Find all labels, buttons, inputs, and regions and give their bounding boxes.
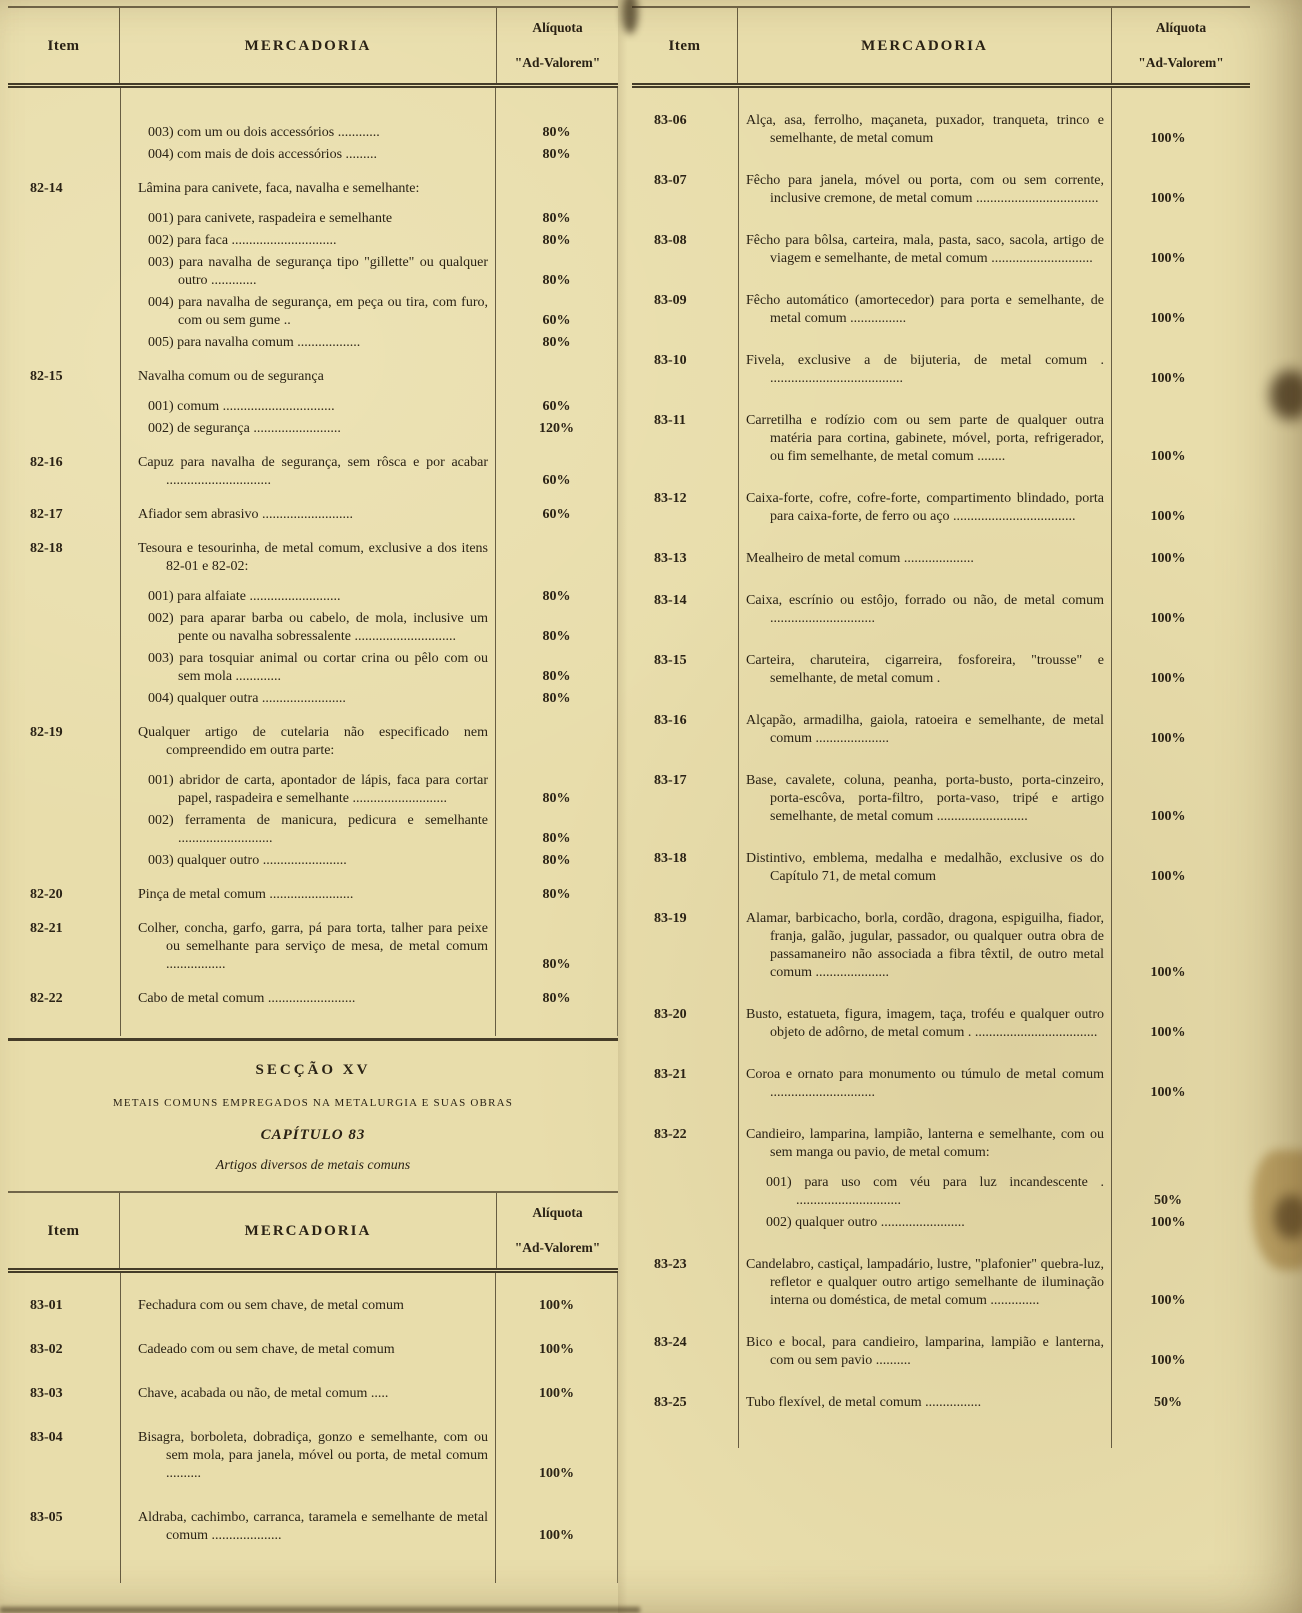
table-row xyxy=(632,352,1250,388)
advalorem-rate: 100% xyxy=(1150,449,1186,464)
merchandise-description: Bisagra, borboleta, dobradiça, gonzo e semelhante, com ou sem mola, para janela, móvel ou porta, de metal comum .......... xyxy=(138,1430,488,1481)
merchandise-description: Carteira, charuteira, cigarreira, fosforeira, "trousse" e semelhante, de metal comum . xyxy=(746,653,1104,686)
vertical-rule xyxy=(120,88,121,1036)
tariff-table-chapter-82 xyxy=(8,88,618,1036)
advalorem-rate: 60% xyxy=(542,399,571,414)
item-number: 82-16 xyxy=(30,455,63,470)
row-content xyxy=(738,850,1250,886)
subitem-text: 001) para alfaiate .......................... xyxy=(148,589,341,604)
item-number: 82-21 xyxy=(30,921,63,936)
row-main xyxy=(738,232,1250,268)
row-content xyxy=(738,592,1250,628)
row-content xyxy=(120,1341,617,1359)
table-row xyxy=(8,920,617,974)
item-number: 83-05 xyxy=(30,1510,63,1525)
advalorem-rate: 100% xyxy=(1150,611,1186,626)
right-page-column xyxy=(632,6,1250,1448)
advalorem-rate: 80% xyxy=(542,853,571,868)
table-row xyxy=(8,1297,617,1315)
column-header-mercadoria: MERCADORIA xyxy=(738,8,1112,83)
merchandise-description: Cabo de metal comum ......................... xyxy=(138,991,356,1006)
row-main xyxy=(738,910,1250,982)
merchandise-description: Coroa e ornato para monumento ou túmulo de metal comum .............................. xyxy=(746,1067,1104,1100)
row-main xyxy=(738,412,1250,466)
item-number: 83-06 xyxy=(654,113,687,128)
subitem-text: 002) para faca .............................. xyxy=(148,233,337,248)
table-header xyxy=(632,6,1250,88)
paper-stain xyxy=(1252,1150,1302,1270)
column-header-aliquota xyxy=(497,8,618,83)
advalorem-rate: 80% xyxy=(542,335,571,350)
row-main xyxy=(738,1006,1250,1042)
item-number: 82-15 xyxy=(30,369,63,384)
advalorem-rate: 80% xyxy=(542,691,571,706)
advalorem-label: "Ad-Valorem" xyxy=(514,1240,601,1255)
table-row xyxy=(8,1509,617,1545)
advalorem-rate: 100% xyxy=(1150,371,1186,386)
advalorem-rate: 100% xyxy=(539,1528,574,1543)
advalorem-rate: 80% xyxy=(542,125,571,140)
row-content xyxy=(120,368,617,438)
vertical-rule xyxy=(738,88,739,1448)
item-number: 83-12 xyxy=(654,491,687,506)
column-header-item: Item xyxy=(632,8,738,83)
row-subitem xyxy=(120,588,617,606)
table-row xyxy=(632,712,1250,748)
advalorem-rate: 80% xyxy=(542,669,571,684)
row-content xyxy=(120,1385,617,1403)
subitem-text: 002) ferramenta de manicura, pedicura e semelhante ........................... xyxy=(148,813,488,846)
advalorem-rate: 80% xyxy=(542,233,571,248)
table-row xyxy=(632,592,1250,628)
advalorem-rate: 60% xyxy=(542,313,571,328)
merchandise-description: Navalha comum ou de segurança xyxy=(138,369,324,384)
table-row xyxy=(632,772,1250,826)
row-subitem xyxy=(738,1174,1250,1210)
table-row xyxy=(632,1126,1250,1232)
advalorem-rate: 100% xyxy=(1150,509,1186,524)
table-row xyxy=(632,652,1250,688)
merchandise-description: Fêcho para janela, móvel ou porta, com ou sem corrente, inclusive cremone, de metal comum ................................... xyxy=(746,173,1104,206)
advalorem-rate: 100% xyxy=(1150,671,1186,686)
table-row xyxy=(632,1334,1250,1370)
item-number: 83-14 xyxy=(654,593,687,608)
row-main xyxy=(738,712,1250,748)
row-main xyxy=(738,1256,1250,1310)
merchandise-description: Candelabro, castiçal, lampadário, lustre, "plafonier" quebra-luz, refletor e qualquer outro artigo semelhante de iluminação interna ou doméstica, de metal comum .............. xyxy=(746,1257,1104,1308)
row-main xyxy=(120,180,617,198)
row-content xyxy=(738,1006,1250,1042)
advalorem-rate: 80% xyxy=(542,589,571,604)
merchandise-description: Lâmina para canivete, faca, navalha e semelhante: xyxy=(138,181,420,196)
row-main xyxy=(738,112,1250,148)
row-subitem xyxy=(120,124,617,142)
item-number: 83-08 xyxy=(654,233,687,248)
merchandise-description: Qualquer artigo de cutelaria não especificado nem compreendido em outra parte: xyxy=(138,725,488,758)
advalorem-rate: 100% xyxy=(1150,869,1186,884)
table-row xyxy=(8,540,617,708)
row-content xyxy=(120,724,617,870)
row-subitem xyxy=(738,1214,1250,1232)
advalorem-rate: 80% xyxy=(542,273,571,288)
section-heading xyxy=(8,1041,618,1191)
column-header-aliquota xyxy=(497,1193,618,1268)
row-content xyxy=(738,1394,1250,1412)
advalorem-rate: 100% xyxy=(1150,1353,1186,1368)
merchandise-description: Fêcho para bôlsa, carteira, mala, pasta, saco, sacola, artigo de viagem e semelhante, de metal comum ............................. xyxy=(746,233,1104,266)
advalorem-rate: 80% xyxy=(542,629,571,644)
item-number: 82-22 xyxy=(30,991,63,1006)
chapter-title: CAPÍTULO 83 xyxy=(260,1127,366,1143)
item-number: 83-20 xyxy=(654,1007,687,1022)
advalorem-rate: 100% xyxy=(1150,251,1186,266)
subitem-text: 002) para aparar barba ou cabelo, de mola, inclusive um pente ou navalha sobressalente ............................. xyxy=(148,611,488,644)
aliquota-label: Alíquota xyxy=(1155,20,1207,35)
row-main xyxy=(738,772,1250,826)
table-header xyxy=(8,1191,618,1273)
row-content xyxy=(738,490,1250,526)
table-row xyxy=(632,172,1250,208)
subitem-text: 002) de segurança ......................... xyxy=(148,421,341,436)
row-content xyxy=(738,172,1250,208)
column-header-aliquota xyxy=(1112,8,1250,83)
row-main xyxy=(120,886,617,904)
row-main xyxy=(738,1394,1250,1412)
merchandise-description: Candieiro, lamparina, lampião, lanterna e semelhante, com ou sem manga ou pavio, de metal comum: xyxy=(746,1127,1104,1160)
row-content xyxy=(738,652,1250,688)
row-content xyxy=(120,1297,617,1315)
advalorem-rate: 80% xyxy=(542,791,571,806)
row-main xyxy=(738,352,1250,388)
item-number: 83-10 xyxy=(654,353,687,368)
row-main xyxy=(738,1066,1250,1102)
section-subtitle: METAIS COMUNS EMPREGADOS NA METALURGIA E SUAS OBRAS xyxy=(112,1097,514,1109)
section-title: SECÇÃO XV xyxy=(255,1062,371,1078)
subitem-text: 001) abridor de carta, apontador de lápis, faca para cortar papel, raspadeira e semelhante ........................... xyxy=(148,773,488,806)
row-main xyxy=(738,292,1250,328)
item-number: 82-17 xyxy=(30,507,63,522)
row-main xyxy=(120,990,617,1008)
advalorem-rate: 50% xyxy=(1154,1193,1182,1208)
merchandise-description: Busto, estatueta, figura, imagem, taça, troféu e qualquer outro objeto de adôrno, de metal comum . ................................... xyxy=(746,1007,1104,1040)
row-content xyxy=(120,180,617,352)
row-main xyxy=(120,920,617,974)
column-header-item: Item xyxy=(8,1193,120,1268)
row-main xyxy=(738,1334,1250,1370)
merchandise-description: Tubo flexível, de metal comum ................ xyxy=(746,1395,982,1410)
row-main xyxy=(738,172,1250,208)
table-row xyxy=(632,112,1250,148)
table-row xyxy=(8,180,617,352)
merchandise-description: Carretilha e rodízio com ou sem parte de qualquer outra matéria para cortina, gabinete, móvel, porta, refrigerador, ou fim semelhante, de metal comum ........ xyxy=(746,413,1104,464)
table-row xyxy=(632,1006,1250,1042)
advalorem-rate: 100% xyxy=(539,1386,574,1401)
merchandise-description: Fivela, exclusive a de bijuteria, de metal comum . ...................................... xyxy=(746,353,1104,386)
row-content xyxy=(738,550,1250,568)
item-number: 83-07 xyxy=(654,173,687,188)
table-row xyxy=(8,1429,617,1483)
aliquota-label: Alíquota xyxy=(532,1205,583,1220)
merchandise-description: Fêcho automático (amortecedor) para porta e semelhante, de metal comum ................ xyxy=(746,293,1104,326)
row-content xyxy=(120,112,617,164)
table-row xyxy=(8,454,617,490)
row-subitem xyxy=(120,294,617,330)
row-content xyxy=(738,412,1250,466)
subitem-text: 001) para canivete, raspadeira e semelhante xyxy=(148,211,393,226)
row-main xyxy=(738,592,1250,628)
row-content xyxy=(120,506,617,524)
item-number: 83-16 xyxy=(654,713,687,728)
row-subitem xyxy=(120,690,617,708)
row-content xyxy=(738,712,1250,748)
advalorem-rate: 100% xyxy=(1150,731,1186,746)
row-content xyxy=(120,990,617,1008)
subitem-text: 004) qualquer outra ........................ xyxy=(148,691,346,706)
merchandise-description: Colher, concha, garfo, garra, pá para torta, talher para peixe ou semelhante para serviço de mesa, de metal comum ................. xyxy=(138,921,488,972)
row-content xyxy=(738,112,1250,148)
subitem-text: 002) qualquer outro ........................ xyxy=(766,1215,965,1230)
row-content xyxy=(120,540,617,708)
row-content xyxy=(120,454,617,490)
row-main xyxy=(120,454,617,490)
row-subitem xyxy=(120,852,617,870)
table-row xyxy=(8,112,617,164)
merchandise-description: Cadeado com ou sem chave, de metal comum xyxy=(138,1342,395,1357)
advalorem-rate: 100% xyxy=(539,1466,574,1481)
table-row xyxy=(632,550,1250,568)
row-main xyxy=(120,368,617,386)
advalorem-rate: 80% xyxy=(542,831,571,846)
row-subitem xyxy=(120,232,617,250)
advalorem-rate: 100% xyxy=(1150,1025,1186,1040)
item-number: 83-09 xyxy=(654,293,687,308)
item-number: 83-01 xyxy=(30,1298,63,1313)
row-subitem xyxy=(120,334,617,352)
item-number: 82-14 xyxy=(30,181,63,196)
row-subitem xyxy=(120,146,617,164)
item-number: 83-15 xyxy=(654,653,687,668)
advalorem-rate: 120% xyxy=(539,421,574,436)
table-row xyxy=(632,1394,1250,1412)
row-main xyxy=(738,850,1250,886)
row-content xyxy=(738,1126,1250,1232)
subitem-text: 005) para navalha comum .................. xyxy=(148,335,361,350)
item-number: 83-23 xyxy=(654,1257,687,1272)
item-number: 83-21 xyxy=(654,1067,687,1082)
row-content xyxy=(120,920,617,974)
table-row xyxy=(632,292,1250,328)
row-subitem xyxy=(120,610,617,646)
subitem-text: 004) com mais de dois accessórios ......... xyxy=(148,147,378,162)
row-subitem xyxy=(120,210,617,228)
subitem-text: 003) com um ou dois accessórios ............ xyxy=(148,125,380,140)
row-subitem xyxy=(120,812,617,848)
column-header-mercadoria: MERCADORIA xyxy=(120,8,497,83)
item-number: 82-19 xyxy=(30,725,63,740)
table-header xyxy=(8,6,618,88)
row-main xyxy=(120,1429,617,1483)
advalorem-rate: 100% xyxy=(1150,1215,1186,1230)
item-number: 83-19 xyxy=(654,911,687,926)
table-row xyxy=(8,990,617,1008)
row-content xyxy=(738,910,1250,982)
merchandise-description: Tesoura e tesourinha, de metal comum, exclusive a dos itens 82-01 e 82-02: xyxy=(138,541,488,574)
item-number: 83-13 xyxy=(654,551,687,566)
table-row xyxy=(632,490,1250,526)
merchandise-description: Chave, acabada ou não, de metal comum ..... xyxy=(138,1386,389,1401)
advalorem-rate: 60% xyxy=(542,473,571,488)
row-main xyxy=(120,1341,617,1359)
row-content xyxy=(738,772,1250,826)
item-number: 83-11 xyxy=(654,413,686,428)
row-subitem xyxy=(120,420,617,438)
table-row xyxy=(8,886,617,904)
row-content xyxy=(120,886,617,904)
row-content xyxy=(738,1066,1250,1102)
merchandise-description: Alça, asa, ferrolho, maçaneta, puxador, tranqueta, trinco e semelhante, de metal comum xyxy=(746,113,1104,146)
advalorem-rate: 60% xyxy=(542,507,571,522)
row-content xyxy=(738,352,1250,388)
advalorem-rate: 80% xyxy=(542,147,571,162)
row-content xyxy=(738,292,1250,328)
table-row xyxy=(8,1341,617,1359)
tariff-table-chapter-83-start xyxy=(8,1273,618,1583)
vertical-rule xyxy=(495,1273,496,1583)
merchandise-description: Alçapão, armadilha, gaiola, ratoeira e semelhante, de metal comum ..................... xyxy=(746,713,1104,746)
table-row xyxy=(8,1385,617,1403)
left-page-column xyxy=(8,6,618,1583)
row-subitem xyxy=(120,772,617,808)
vertical-rule xyxy=(495,88,496,1036)
advalorem-rate: 50% xyxy=(1154,1395,1182,1410)
merchandise-description: Distintivo, emblema, medalha e medalhão, exclusive os do Capítulo 71, de metal comum xyxy=(746,851,1104,884)
subitem-text: 001) para uso com véu para luz incandescente . .............................. xyxy=(766,1175,1104,1208)
row-main xyxy=(738,490,1250,526)
advalorem-rate: 80% xyxy=(542,887,571,902)
table-row xyxy=(632,412,1250,466)
row-subitem xyxy=(120,254,617,290)
scan-edge-shadow xyxy=(0,1607,640,1613)
item-number: 82-20 xyxy=(30,887,63,902)
advalorem-rate: 80% xyxy=(542,957,571,972)
ink-stain xyxy=(1274,1195,1302,1239)
item-number: 83-25 xyxy=(654,1395,687,1410)
advalorem-rate: 100% xyxy=(1150,311,1186,326)
table-row xyxy=(632,910,1250,982)
table-row xyxy=(632,1256,1250,1310)
subitem-text: 003) para navalha de segurança tipo "gillette" ou qualquer outro ............. xyxy=(148,255,488,288)
advalorem-rate: 100% xyxy=(1150,1293,1186,1308)
chapter-subtitle: Artigos diversos de metais comuns xyxy=(215,1158,411,1173)
merchandise-description: Afiador sem abrasivo .......................... xyxy=(138,507,354,522)
item-number: 82-18 xyxy=(30,541,63,556)
row-main xyxy=(738,550,1250,568)
table-row xyxy=(632,850,1250,886)
merchandise-description: Caixa-forte, cofre, cofre-forte, compartimento blindado, porta para caixa-forte, de ferro ou aço ................................... xyxy=(746,491,1104,524)
row-main xyxy=(120,1385,617,1403)
tariff-table-chapter-83 xyxy=(632,88,1250,1448)
row-main xyxy=(120,1297,617,1315)
row-subitem xyxy=(120,398,617,416)
merchandise-description: Aldraba, cachimbo, carranca, taramela e semelhante de metal comum .................... xyxy=(138,1510,488,1543)
merchandise-description: Pinça de metal comum ........................ xyxy=(138,887,354,902)
subitem-text: 004) para navalha de segurança, em peça ou tira, com furo, com ou sem gume .. xyxy=(148,295,488,328)
row-main xyxy=(120,724,617,760)
aliquota-label: Alíquota xyxy=(532,20,583,35)
vertical-rule xyxy=(1111,88,1112,1448)
item-number xyxy=(8,112,120,164)
row-main xyxy=(738,1126,1250,1162)
merchandise-description: Caixa, escrínio ou estôjo, forrado ou não, de metal comum .............................. xyxy=(746,593,1104,626)
advalorem-rate: 100% xyxy=(1150,191,1186,206)
row-main xyxy=(120,506,617,524)
merchandise-description: Mealheiro de metal comum .................... xyxy=(746,551,974,566)
item-number: 83-18 xyxy=(654,851,687,866)
advalorem-rate: 100% xyxy=(1150,1085,1186,1100)
ink-stain xyxy=(1270,370,1302,420)
item-number: 83-24 xyxy=(654,1335,687,1350)
table-row xyxy=(8,368,617,438)
merchandise-description: Base, cavalete, coluna, peanha, porta-busto, porta-cinzeiro, porta-escôva, porta-filtro, porta-vaso, tripé e artigo semelhante, de metal comum .......................... xyxy=(746,773,1104,824)
row-main xyxy=(120,540,617,576)
merchandise-description: Capuz para navalha de segurança, sem rôsca e por acabar .............................. xyxy=(138,455,488,488)
item-number: 83-03 xyxy=(30,1386,63,1401)
advalorem-rate: 100% xyxy=(1150,551,1186,566)
row-content xyxy=(120,1509,617,1545)
table-row xyxy=(632,232,1250,268)
row-content xyxy=(738,1334,1250,1370)
item-number: 83-04 xyxy=(30,1430,63,1445)
column-header-item: Item xyxy=(8,8,120,83)
subitem-text: 003) para tosquiar animal ou cortar crina ou pêlo com ou sem mola ............. xyxy=(148,651,488,684)
item-number: 83-02 xyxy=(30,1342,63,1357)
advalorem-rate: 100% xyxy=(539,1342,574,1357)
subitem-text: 001) comum ................................ xyxy=(148,399,335,414)
table-row xyxy=(8,506,617,524)
item-number: 83-22 xyxy=(654,1127,687,1142)
item-number: 83-17 xyxy=(654,773,687,788)
advalorem-rate: 100% xyxy=(1150,809,1186,824)
row-main xyxy=(120,1509,617,1545)
subitem-text: 003) qualquer outro ........................ xyxy=(148,853,347,868)
advalorem-label: "Ad-Valorem" xyxy=(1138,55,1224,70)
advalorem-rate: 100% xyxy=(1150,131,1186,146)
advalorem-rate: 100% xyxy=(1150,965,1186,980)
table-row xyxy=(632,1066,1250,1102)
row-subitem xyxy=(120,650,617,686)
advalorem-rate: 80% xyxy=(542,211,571,226)
advalorem-rate: 100% xyxy=(539,1298,574,1313)
row-content xyxy=(738,232,1250,268)
merchandise-description: Fechadura com ou sem chave, de metal comum xyxy=(138,1298,404,1313)
row-content xyxy=(738,1256,1250,1310)
row-main xyxy=(738,652,1250,688)
column-header-mercadoria: MERCADORIA xyxy=(120,1193,497,1268)
table-row xyxy=(8,724,617,870)
advalorem-rate: 80% xyxy=(542,991,571,1006)
merchandise-description: Bico e bocal, para candieiro, lamparina, lampião e lanterna, com ou sem pavio .......... xyxy=(746,1335,1104,1368)
merchandise-description: Alamar, barbicacho, borla, cordão, dragona, espiguilha, fiador, franja, galão, jugular, passador, ou qualquer outra obra de passamaneiro não associada a fibra têxtil, de outro metal comum ..................... xyxy=(746,911,1104,980)
vertical-rule xyxy=(120,1273,121,1583)
advalorem-label: "Ad-Valorem" xyxy=(514,55,601,70)
row-content xyxy=(120,1429,617,1483)
